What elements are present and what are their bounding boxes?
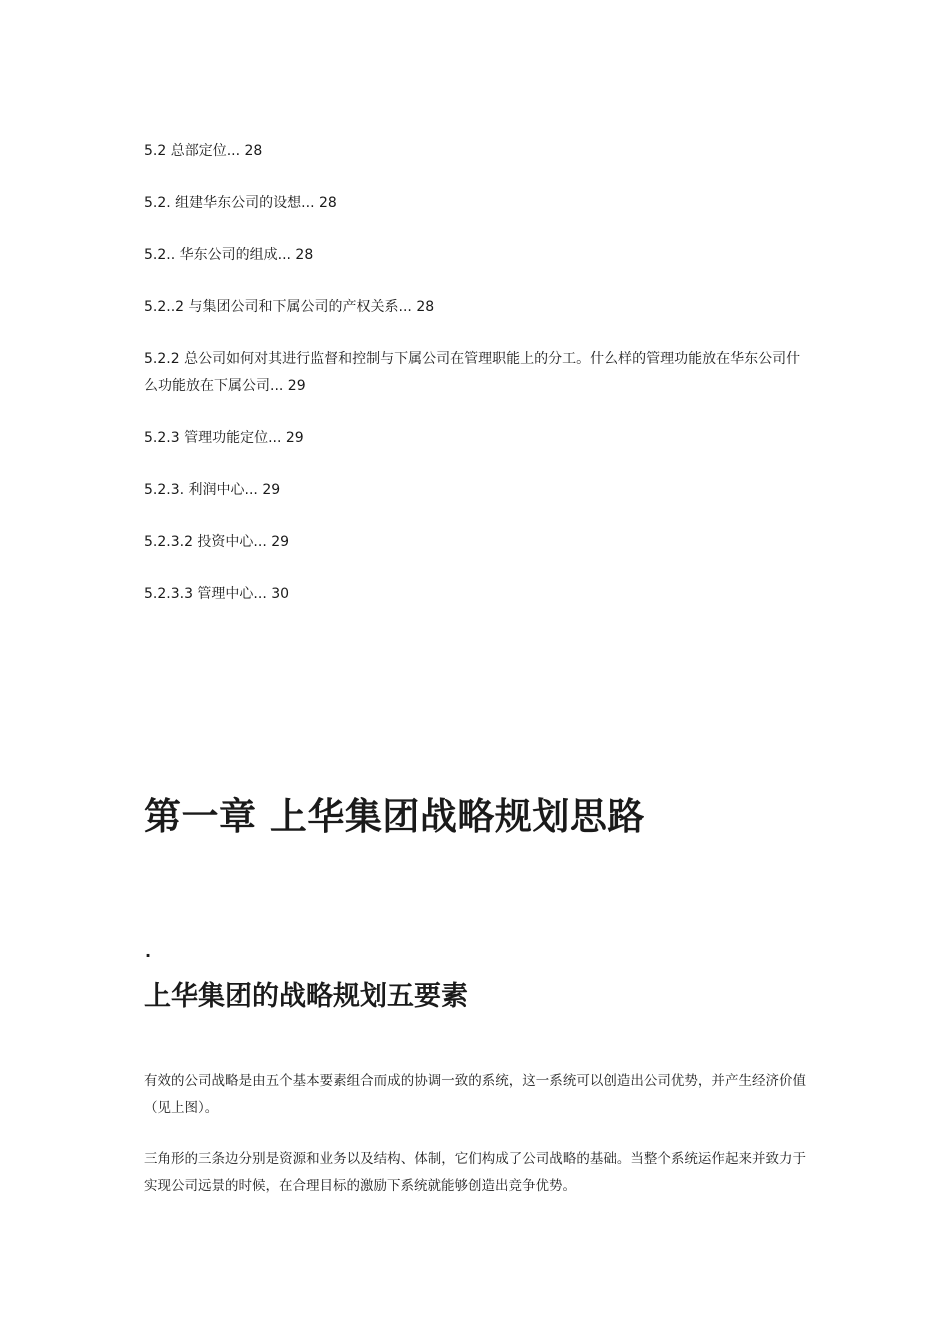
toc-entry: 5.2.3.3 管理中心... 30 [144, 586, 290, 602]
toc-entry: 5.2. 组建华东公司的设想... 28 [144, 195, 337, 211]
body-paragraph: 三角形的三条边分别是资源和业务以及结构、体制，它们构成了公司战略的基础。当整个系统运作起来并致力于实现公司远景的时候，在合理目标的激励下系统就能够创造出竞争优势。 [144, 1151, 806, 1194]
chapter-title: 第一章 上华集团战略规划思路 [144, 794, 645, 838]
body-text [144, 1068, 806, 1224]
toc-entry: 5.2..2 与集团公司和下属公司的产权关系... 28 [144, 299, 435, 315]
toc-entry: 5.2.3.2 投资中心... 29 [144, 534, 290, 550]
body-paragraph: 有效的公司战略是由五个基本要素组合而成的协调一致的系统，这一系统可以创造出公司优势，并产生经济价值（见上图）。 [144, 1073, 806, 1116]
section-number-marker: . [145, 942, 152, 961]
toc-entry: 5.2 总部定位... 28 [144, 143, 263, 159]
toc-entry: 5.2.3 管理功能定位... 29 [144, 430, 304, 446]
table-of-contents [144, 138, 806, 633]
section-title: 上华集团的战略规划五要素 [144, 981, 468, 1012]
toc-entry: 5.2.. 华东公司的组成... 28 [144, 247, 314, 263]
toc-entry: 5.2.2 总公司如何对其进行监督和控制与下属公司在管理职能上的分工。什么样的管理功能放在华东公司什么功能放在下属公司... 29 [144, 351, 801, 394]
toc-entry: 5.2.3. 利润中心... 29 [144, 482, 281, 498]
